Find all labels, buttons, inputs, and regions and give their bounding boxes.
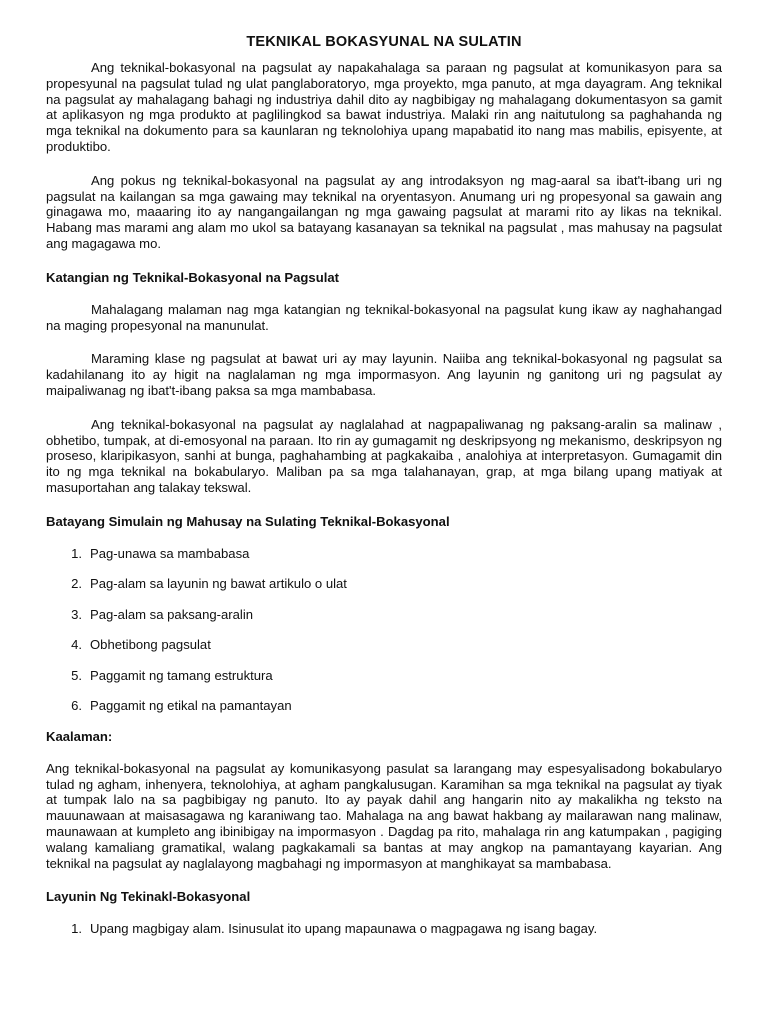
section-heading-kaalaman: Kaalaman:	[46, 728, 113, 744]
list-item	[46, 546, 722, 562]
section-heading-katangian: Katangian ng Teknikal-Bokasyonal na Pagsulat	[46, 269, 339, 285]
list-item	[46, 637, 722, 653]
katangian-paragraph-3: Ang teknikal-bokasyonal na pagsulat ay naglalahad at nagpapaliwanag ng paksang-aralin sa malinaw , obhetibo, tumpak, at di-emosyonal na paraan. Ito rin ay gumagamit ng deskripsyong ng mekanismo, deskripsyon ng proseso, klaripikasyon, sanhi at bunga, paghahambing at pagkakaiba , analohiya at interpretasyon. Gumagamit din ito ng mga teknikal na bokabularyo. Maliban pa sa mga talahanayan, grap, at mga bilang upang matiyak at masuportahan ang talakay tekswal.	[46, 416, 722, 495]
list-item-text: Paggamit ng etikal na pamantayan	[90, 698, 292, 714]
list-item	[46, 576, 722, 592]
list-item-number: 2.	[71, 576, 82, 592]
list-item-number: 4.	[71, 637, 82, 653]
layunin-list	[46, 921, 722, 937]
list-item-text: Paggamit ng tamang estruktura	[90, 667, 273, 683]
list-item-text: Pag-unawa sa mambabasa	[90, 545, 250, 561]
list-item-number: 1.	[71, 545, 82, 561]
list-item-number: 3.	[71, 606, 82, 622]
section-heading-layunin: Layunin Ng Tekinakl-Bokasyonal	[46, 889, 251, 905]
katangian-paragraph-2: Maraming klase ng pagsulat at bawat uri ay may layunin. Naiiba ang teknikal-bokasyonal ng pagsulat sa kadahilanang ito ay higit na naglalaman ng mga impormasyon. Ang layunin ng ganitong uri ng pagsulat ay maipaliwanag ng ibat't-ibang paksa sa mga mambabasa.	[46, 351, 722, 398]
intro-paragraph-2: Ang pokus ng teknikal-bokasyonal na pagsulat ay ang introdaksyon ng mag-aaral sa ibat't-ibang uri ng pagsulat na kailangan sa mga gawaing may teknikal na oryentasyon. Anumang uri ng propesyonal sa gawain ang ginagawa mo, maaaring ito ay nangangailangan ng mga gawaing pagsulat at marami rito ay likas na teknikal. Habang mas marami ang alam mo ukol sa batayang kasanayan sa teknikal na pagsulat , mas mahusay na pagsulat ang magagawa mo.	[46, 172, 722, 251]
document-title: TEKNIKAL BOKASYUNAL NA SULATIN	[246, 34, 522, 50]
kaalaman-paragraph: Ang teknikal-bokasyonal na pagsulat ay komunikasyong pasulat sa larangang may espesyalisadong bokabularyo tulad ng agham, inhenyera, teknolohiya, at agham pangkalusugan. Karamihan sa mga teknikal na pagsulat ay tiyak at tumpak lalo na sa pagbibigay ng panuto. Ito ay payak dahil ang hangarin nito ay makalikha ng teksto na mauunawaan at maisasagawa ng karaniwang tao. Mahalaga na ang bawat hakbang ay mailarawan nang malinaw, maunawaan at kumpleto ang ibinibigay na impormasyon . Dagdag pa rito, mahalaga rin ang katumpakan , pagiging walang kamaliang gramatikal, walang pagkakamali sa bantas at may angkop na pamantayang kayarian. Ang teknikal na pagsulat ay naglalayong magbahagi ng impormasyon at manghikayat sa mambabasa.	[46, 760, 722, 871]
list-item	[46, 698, 722, 714]
katangian-paragraph-1: Mahalagang malaman nag mga katangian ng teknikal-bokasyonal na pagsulat kung ikaw ay naghahangad na maging propesyonal na manunulat.	[46, 301, 722, 333]
list-item	[46, 668, 722, 684]
list-item-text: Upang magbigay alam. Isinusulat ito upang mapaunawa o magpagawa ng isang bagay.	[90, 921, 598, 937]
list-item-text: Obhetibong pagsulat	[90, 637, 211, 653]
simulain-list	[46, 546, 722, 715]
document-page	[46, 34, 722, 952]
intro-paragraph-1: Ang teknikal-bokasyonal na pagsulat ay napakahalaga sa paraan ng pagsulat at komunikasyon para sa propesyunal na pagsulat tulad ng ulat panglaboratoryo, mga proyekto, mga panuto, at mga dayagram. Ang teknikal na pagsulat ay mahalagang bahagi ng industriya dahil dito ay nagbibigay ng mahalagang dokumentasyon sa gamit at aplikasyon ng mga produkto at paglilingkod sa bawat industriya. Malaki rin ang naitutulong sa paghahanda ng mga teknikal na dokumento para sa kaunlaran ng teknolohiya upang mapabatid ito nang mas mabilis, episyente, at produktibo.	[46, 60, 722, 154]
section-heading-batayang-simulain: Batayang Simulain ng Mahusay na Sulating Teknikal-Bokasyonal	[46, 513, 450, 529]
list-item-number: 6.	[71, 698, 82, 714]
list-item-text: Pag-alam sa paksang-aralin	[90, 606, 254, 622]
list-item	[46, 921, 722, 937]
list-item-text: Pag-alam sa layunin ng bawat artikulo o ulat	[90, 576, 347, 592]
list-item	[46, 607, 722, 623]
list-item-number: 1.	[71, 921, 82, 937]
list-item-number: 5.	[71, 667, 82, 683]
